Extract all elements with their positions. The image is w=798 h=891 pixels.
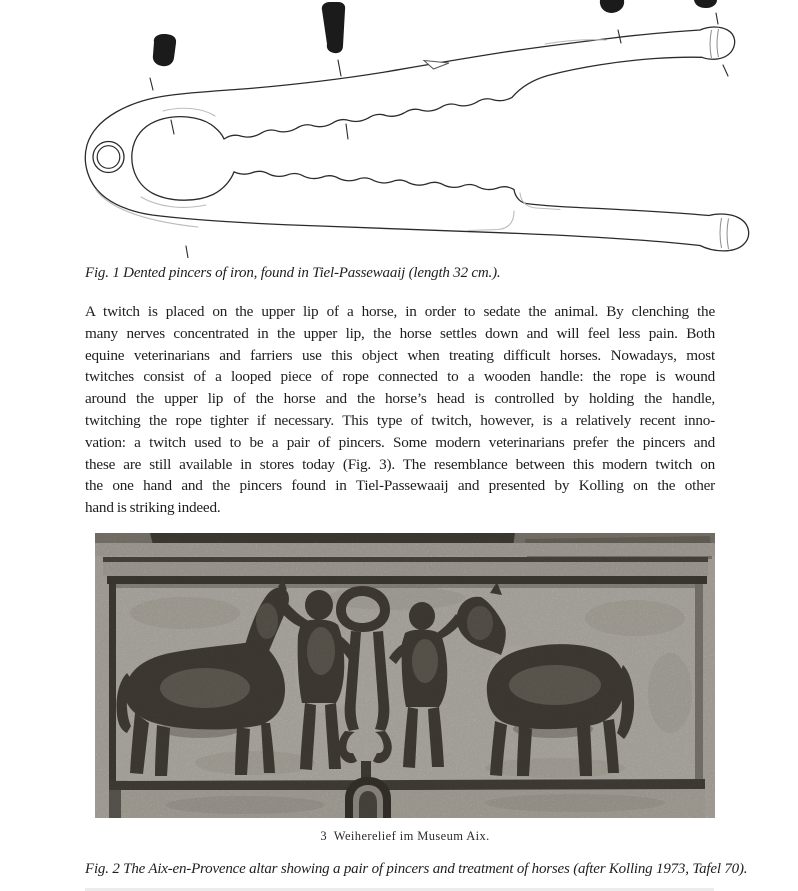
measure-tick (338, 60, 341, 76)
corrosion-mark-2 (322, 2, 345, 53)
fig2-altar-photo (95, 533, 715, 818)
measure-tick (716, 13, 718, 24)
measure-tick (171, 120, 174, 134)
pincers-ring (93, 142, 124, 173)
paragraph-line: around the upper lip of the horse and the horse’s head is controlled by holding the handle, (85, 390, 715, 408)
measure-tick (150, 78, 153, 90)
paragraph-line: A twitch is placed on the upper lip of a horse, in order to sedate the animal. By clenching the (85, 303, 715, 320)
paragraph-line: these are still available in stores today (Fig. 3). The resemblance between this modern twitch on (85, 455, 715, 473)
paragraph-line: many nerves concentrated in the upper lip, the horse settles down and will feel less pain. Both (85, 324, 715, 342)
photo-grain (95, 533, 715, 818)
corrosion-mark-4 (694, 0, 717, 8)
corrosion-mark-3 (600, 0, 624, 13)
photo-plate-caption: 3 Weiherelief im Museum Aix. (320, 829, 490, 843)
paragraph-line: vation: a twitch used to be a pair of pincers. Some modern veterinarians prefer the pincers and (85, 433, 715, 451)
corrosion-mark-1 (153, 34, 176, 66)
measure-tick (723, 65, 728, 76)
paragraph-line: twitching the rope tighter if necessary. This type of twitch, however, is a relatively recent inno- (85, 411, 715, 429)
paragraph-line: the one hand and the pincers found in Tiel-Passewaaij and presented by Kolling on the other (85, 477, 715, 495)
body-paragraph (85, 301, 715, 519)
measure-tick (346, 124, 348, 139)
paragraph-line: equine veterinarians and farriers use this object when treating difficult horses. Nowadays, most (85, 346, 715, 364)
paragraph-line: hand is striking indeed. (85, 499, 221, 517)
fig1-caption: Fig. 1 Dented pincers of iron, found in Tiel-Passewaaij (length 32 cm.). (85, 265, 501, 281)
pincers-outline (85, 27, 748, 251)
measure-tick (186, 246, 188, 258)
fig1-pincers-drawing (0, 0, 798, 258)
fig2-caption: Fig. 2 The Aix-en-Provence altar showing a pair of pincers and treatment of horses (after Kolling 1973, Tafel 70). (85, 861, 748, 877)
paragraph-line: twitches consist of a looped piece of rope connected to a wooden handle: the rope is wound (85, 368, 715, 386)
